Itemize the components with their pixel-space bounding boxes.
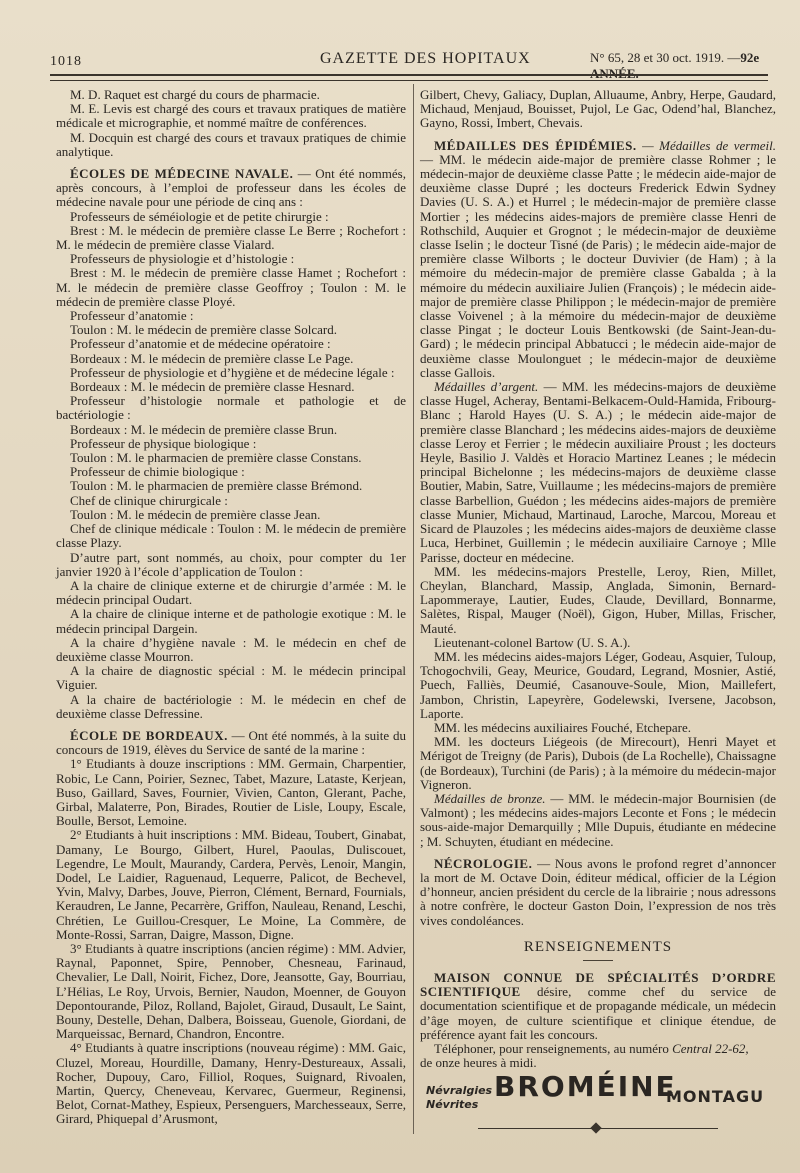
job-notice-text: désire, comme chef du service de documentation scientifique et de propagande médicale, un médecin d’âge moyen, de culture scientifique et clinique étendue, de préférence ayant fait les concours. — [420, 984, 776, 1042]
naval-line: Toulon : M. le pharmacien de première classe Brémond. — [70, 478, 363, 494]
naval-line: Toulon : M. le médecin de première classe Jean. — [70, 506, 321, 522]
right-column — [420, 88, 776, 1131]
bordeaux-section-title: ÉCOLE DE BORDEAUX. — [70, 727, 228, 743]
paragraph: Lieutenant-colonel Bartow (U. S. A.). — [434, 634, 631, 650]
medals-bronze — [420, 792, 776, 849]
student-list: 1° Etudiants à douze inscriptions : MM. Germain, Charpentier, Robic, Le Cann, Poirier, Seznec, Tabet, Mazure, Lataste, Kerjean, Buso, Gaillard, Saves, Fournier, Vivien, Canton, Glerant, Pache, Girbal, Malaterre, Pon, Birades, Routier de Lisle, Loupy, Escale, Boulle, Bersot, Lemoine. — [56, 756, 406, 829]
bordeaux-intro-text: — Ont été nommés, à la suite du concours de 1919, élèves du Service de santé de la marine : — [56, 727, 406, 758]
naval-line: Brest : M. le médecin de première classe Hamet ; Rochefort : M. le médecin de première classe Geoffroy ; Toulon : M. le médecin de première classe Ployé. — [56, 265, 406, 309]
ad-indication: Névrites — [426, 1098, 479, 1112]
paragraph: MM. les médecins aides-majors Léger, Godeau, Asquier, Tuloup, Tchogochvili, Geay, Meurice, Goudard, Legrand, Mosnier, Astié, Puech, Falliès, Deumié, Casanouve-Soule, Mion, Maillefert, Jambon, Christin, Lapeyrère, Godelewski, Iversene, Jacobson, Laporte. — [420, 648, 776, 721]
paragraph: M. Docquin est chargé des cours et travaux pratiques de chimie analytique. — [56, 129, 406, 159]
naval-line: Professeur de chimie biologique : — [70, 464, 245, 480]
column-divider — [413, 84, 414, 1134]
left-column — [56, 88, 406, 1127]
ad-brand-name: BROMÉINE — [494, 1070, 677, 1104]
student-list: 4° Etudiants à quatre inscriptions (nouveau régime) : MM. Gaic, Cluzel, Moreau, Hourdille, Damany, Henry-Destureaux, Assali, Rocher, Dupouy, Caro, Filliol, Roques, Suignard, Rivoalen, Martin, Quercy, Cheneveau, Kervarec, Guermeur, Reginensi, Belot, Cornat-Mathey, Espieux, Persenguers, Marchesseaux, Serre, Girard, Phiquepal d’Arusmont, — [56, 1040, 406, 1127]
naval-line: A la chaire d’hygiène navale : M. le médecin en chef de deuxième classe Mourron. — [56, 634, 406, 664]
bronze-label: Médailles de bronze. — [434, 790, 546, 806]
naval-line: Toulon : M. le pharmacien de première classe Constans. — [70, 450, 362, 466]
naval-line: Professeur de physiologie et d’hygiène et de médecine légale : — [70, 364, 395, 380]
naval-line: Professeur d’anatomie : — [70, 308, 194, 324]
job-notice — [420, 971, 776, 1042]
header-rule — [50, 74, 768, 81]
student-list: 2° Etudiants à huit inscriptions : MM. Bideau, Toubert, Ginabat, Damany, Le Bourgo, Gilbert, Hurel, Paoulas, Duliscouet, Legendre, Le Moult, Maurandy, Cardera, Pervès, Lenoir, Mangin, Dodel, Le Laidier, Raguenaud, Lequerre, Palicot, de Bechevel, Yvin, Malvy, Darbes, Jouve, Pierron, Clément, Bernard, Fournials, Keraudren, Le Janne, Pecarrère, Griffon, Nauleau, Renand, Leschi, Chrétien, Le Guillou-Cresquer, Le Moine, La Commère, de Monte-Rossi, Sarran, Daigre, Masson, Digne. — [56, 827, 406, 942]
naval-line: D’autre part, sont nommés, au choix, pour compter du 1er janvier 1920 à l’école d’application de Toulon : — [56, 549, 406, 579]
contact-line — [420, 1042, 776, 1056]
ad-brand-maker: MONTAGU — [666, 1087, 765, 1107]
paragraph: MM. les médecins auxiliaires Fouché, Etchepare. — [434, 719, 692, 735]
naval-line: A la chaire de diagnostic spécial : M. le médecin principal Viguier. — [56, 663, 406, 693]
naval-line: Toulon : M. le médecin de première classe Solcard. — [70, 322, 337, 338]
bromeine-advertisement — [420, 1070, 776, 1124]
short-rule — [583, 960, 613, 961]
naval-line: Professeurs de séméiologie et de petite chirurgie : — [70, 208, 329, 224]
medals-vermeil — [420, 139, 776, 380]
student-list-continued: Gilbert, Chevy, Galiacy, Duplan, Alluaume, Anbry, Herpe, Gaudard, Michaud, Menjaud, Bouisset, Pujol, Le Gac, Odend’hal, Blanchez, Gayno, Rossi, Imbert, Chevais. — [420, 87, 776, 131]
naval-line: Bordeaux : M. le médecin de première classe Brun. — [70, 421, 338, 437]
contact-hours: de onze heures à midi. — [420, 1055, 537, 1071]
bronze-text: — MM. le médecin-major Bournisien (de Valmont) ; les médecins aides-majors Leconte et Fons ; le médecin sous-aide-major Demarquilly ; Mlle Dupuis, étudiante en médecine ; M. Schuyten, étudiant en médecine. — [420, 790, 776, 849]
naval-line: Professeur d’anatomie et de médecine opératoire : — [70, 336, 331, 352]
journal-title: GAZETTE DES HOPITAUX — [320, 50, 531, 67]
ad-indications — [426, 1084, 492, 1112]
naval-line: A la chaire de bactériologie : M. le médecin en chef de deuxième classe Defressine. — [56, 691, 406, 721]
naval-line: Professeurs de physiologie et d’histologie : — [70, 251, 295, 267]
naval-intro-text: — Ont été nommés, après concours, à l’emploi de professeur dans les écoles de médecine navale pour une période de cinq ans : — [56, 166, 406, 210]
medals-argent — [420, 380, 776, 565]
naval-section-title: ÉCOLES DE MÉDECINE NAVALE. — [70, 166, 294, 182]
naval-line: Chef de clinique chirurgicale : — [70, 492, 228, 508]
naval-line: Bordeaux : M. le médecin de première classe Hesnard. — [70, 379, 355, 395]
paragraph: MM. les médecins-majors Prestelle, Leroy, Rien, Millet, Cheylan, Blanchard, Massip, Anglada, Simonin, Bernard-Lapommeraye, Lautier, Eudes, Claude, Devillard, Bonnarme, Salètes, Rispal, Mauger (Noël), Gigon, Huber, Millas, Frischer, Mauté. — [420, 563, 776, 636]
naval-line: A la chaire de clinique interne et de pathologie exotique : M. le médecin principal Dargein. — [56, 606, 406, 636]
naval-line: Professeur d’histologie normale et pathologie et de bactériologie : — [56, 393, 406, 423]
medals-section-title: MÉDAILLES DES ÉPIDÉMIES. — [434, 137, 637, 153]
naval-section-intro — [56, 167, 406, 210]
student-list: 3° Etudiants à quatre inscriptions (ancien régime) : MM. Advier, Raynal, Paponnet, Spire, Pennober, Chesneau, Farinaud, Chevalier, Le Dall, Noirit, Fichez, Dore, Jeansotte, Gay, Bourriau, L’Hélias, Le Roy, Urvois, Bernier, Naudon, Moenner, de Gouyon Depontourande, Piloz, Rolland, Bajolet, Giraud, Dusault, Le Saint, Bouny, Destelle, Dehan, Dalbera, Boisseau, Guenole, Giordani, de Marqueissac, Bernard, Chandron, Encontre. — [56, 940, 406, 1042]
ad-ornament-rule — [478, 1128, 718, 1131]
vermeil-text: — MM. le médecin aide-major de première classe Rohmer ; le médecin-major de deuxième classe Patte ; le médecin aide-major de deuxième classe Dupré ; les docteurs Frederick Edwin Sydney Davies (U. S. A.) et Hurrel ; le médecin-major de première classe Mortier ; les médecins aides-majors de première classe Henri de Rothschild, Auquier et Grognot ; le médecin-major de deuxième classe Iselin ; le docteur Tisné (de Paris) ; le médecin aide-major de première classe Wilborts ; le docteur Duvivier (de Ham) ; à la mémoire du médecin-major de première classe Gabalda ; à la mémoire du médecin auxiliaire Julien (François) ; le médecin aide-major de première classe Philippon ; le médecin-major de première classe Voivenel ; à la mémoire du médecin-major de deuxième classe Pingat ; le docteur Louis Bentkowski (de Saint-Jean-du-Gard) ; le médecin principal Abbatucci ; le médecin aide-major de deuxième classe Moulonguet ; le médecin-major de deuxième classe Gallois. — [420, 151, 776, 380]
necrology-title: NÉCROLOGIE. — [434, 855, 533, 871]
issue-year: 92e ANNÉE. — [590, 50, 760, 81]
naval-line: Brest : M. le médecin de première classe Le Berre ; Rochefort : M. le médecin de première classe Vialard. — [56, 222, 406, 253]
paragraph: M. E. Levis est chargé des cours et travaux pratiques de matière médicale et micrographie, et nommé maître de conférences. — [56, 101, 406, 131]
folio-number: 1018 — [50, 54, 82, 69]
ad-indication: Névralgies — [426, 1084, 493, 1098]
diamond-ornament-icon — [590, 1123, 601, 1134]
naval-line: A la chaire de clinique externe et de chirurgie d’armée : M. le médecin principal Oudart. — [56, 577, 406, 608]
necrology-text: — Nous avons le profond regret d’annoncer la mort de M. Octave Doin, éditeur médical, officier de la Légion d’honneur, ancien président du cercle de la librairie ; nous adressons à notre confrère, le docteur Gaston Doin, l’expression de nos très vives condoléances. — [420, 855, 776, 928]
bordeaux-section-intro — [56, 729, 406, 757]
paragraph: M. D. Raquet est chargé du cours de pharmacie. — [70, 87, 320, 102]
vermeil-label: — Médailles de vermeil. — [636, 137, 776, 153]
phone-number: Central 22-62, — [672, 1041, 749, 1056]
argent-label: Médailles d’argent. — [434, 379, 539, 395]
job-notice-title: MAISON CONNUE DE SPÉCIALITÉS D’ORDRE SCIENTIFIQUE — [420, 969, 776, 1000]
naval-line: Chef de clinique médicale : Toulon : M. le médecin de première classe Plazy. — [56, 521, 406, 551]
page-header — [50, 46, 770, 81]
necrology — [420, 857, 776, 928]
contact-label: Téléphoner, pour renseignements, au numéro — [434, 1041, 673, 1056]
paragraph: MM. les docteurs Liégeois (de Mirecourt), Henri Mayet et Mérigot de Treigny (de Paris), Dubois (de La Rochelle), Chaissagne (de Bordeaux), Turchini (de Paris) ; à la mémoire du médecin-major Vigneron. — [420, 734, 776, 792]
argent-text: — MM. les médecins-majors de deuxième classe Hugel, Acheray, Bentami-Belkacem-Ould-Hamida, Fribourg-Blanc ; Harold Hayes (U. S. A.) ; le médecin aide-major de première classe Blanchard ; les médecins aides-majors de deuxième classe Leroy et Ferrier ; le médecin auxiliaire Proust ; les docteurs Heyle, Basilio J. Valdès et Horacio Martinez Leanes ; le médecin principal Bichelonne ; les médecins-majors de deuxième classe Boutier, Mabin, Satre, Vuillaume ; les médecins-majors de première classe Barbellion, Guédon ; les médecins aides-majors de première classe Munier, Michaud, Martinaud, Laroche, Marcou, Moreau et Sicard de Plauzoles ; les médecins aides-majors de deuxième classe Luca, Herbinet, Guillemin ; le médecin auxiliaire Carnoye ; Mlle Parisse, docteur en médecine. — [420, 379, 776, 565]
renseignements-heading: RENSEIGNEMENTS — [523, 938, 673, 955]
issue-date: N° 65, 28 et 30 oct. 1919. — — [590, 50, 741, 65]
naval-line: Bordeaux : M. le médecin de première classe Le Page. — [70, 350, 354, 366]
naval-line: Professeur de physique biologique : — [70, 435, 257, 451]
